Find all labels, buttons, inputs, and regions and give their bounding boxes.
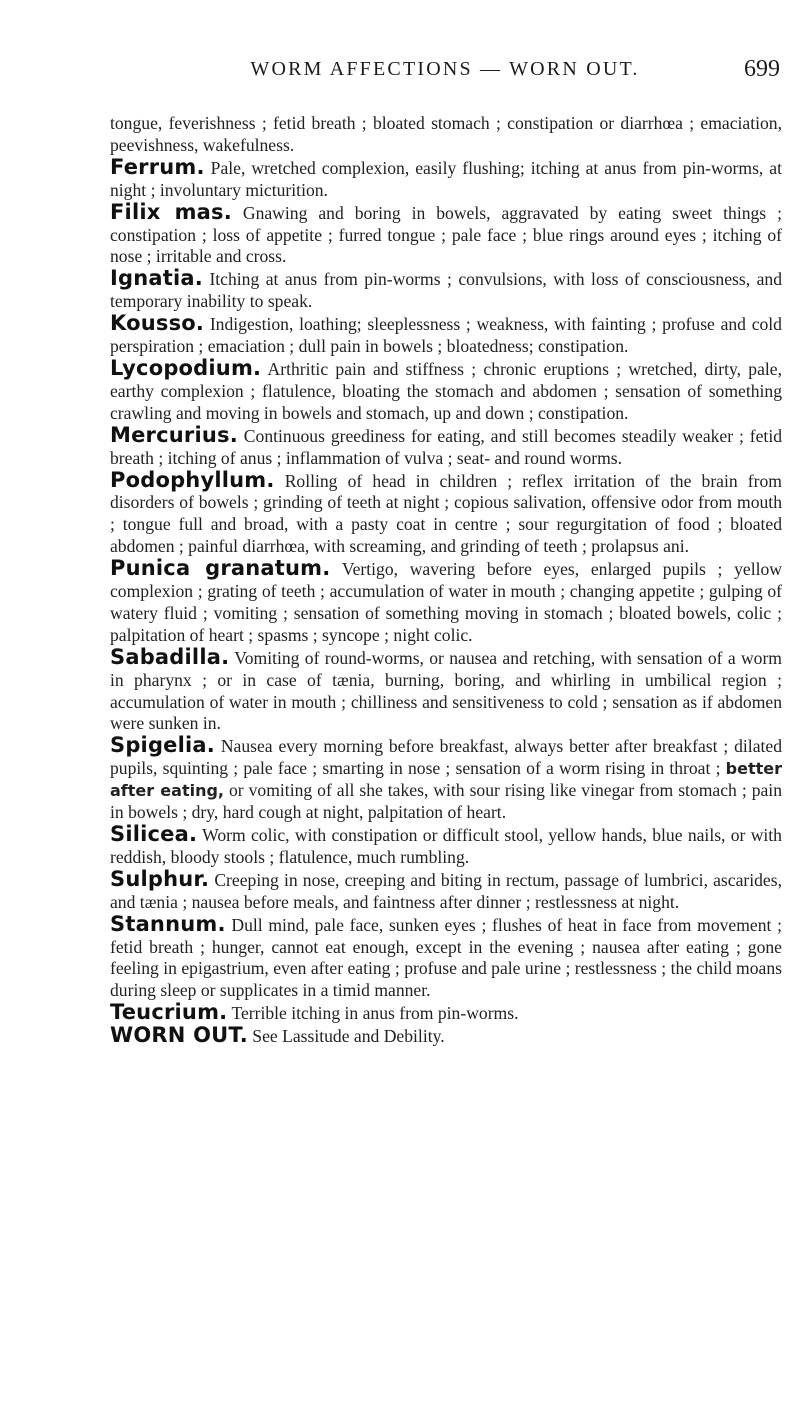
entry-text: Indigestion, loathing; sleeplessness ; weakness, with fainting ; profuse and cold perspiration ; emaciation ; dull pain in bowels ; bloatedness; constipation. <box>110 314 782 357</box>
entry-text: Rolling of head in children ; reflex irritation of the brain from disorders of bowels ; grinding of teeth at night ; copious salivation, offensive odor from mouth ; tongue full and broad, with a pasty coat in centre ; sour regurgitation of food ; bloated abdomen ; painful diarrhœa, with screaming, and grinding of teeth ; prolapsus ani. <box>110 470 782 557</box>
entry-podophyllum <box>110 467 782 559</box>
entry-heading: Spigelia. <box>110 733 215 758</box>
entry-stannum <box>110 911 783 1003</box>
entry-text: Pale, wretched complexion, easily flushing; itching at anus from pin-worms, at night ; involuntary micturition. <box>110 157 782 200</box>
entry-heading: Podophyllum. <box>110 467 275 492</box>
entry-text: Arthritic pain and stiffness ; chronic eruptions ; wretched, dirty, pale, earthy complexion ; flatulence, bloating the stomach and abdomen ; sensation of something crawling and moving in bowels and stomach, up and down ; constipation. <box>110 358 782 423</box>
entry-text: Creeping in nose, creeping and biting in rectum, passage of lumbrici, ascarides, and tænia ; nausea before meals, and faintness after dinner ; restlessness at night. <box>110 869 782 912</box>
body-text <box>110 113 782 1048</box>
entry-heading: WORN OUT. <box>110 1023 248 1048</box>
running-title: WORM AFFECTIONS — WORN OUT. <box>250 58 640 80</box>
entry-heading: Silicea. <box>110 822 198 846</box>
entry-sulphur <box>110 866 782 914</box>
entry-text: Continuous greediness for eating, and still becomes steadily weaker ; fetid breath ; itching of anus ; inflammation of vulva ; seat- and round worms. <box>110 425 783 468</box>
entry-text: Dull mind, pale face, sunken eyes ; flushes of heat in face from movement ; fetid breath ; hunger, cannot eat enough, except in the evening ; nausea after eating ; gone feeling in epigastrium, even after eating ; profuse and pale urine ; restlessness ; the child moans during sleep or supplicates in a timid manner. <box>110 914 783 1001</box>
entry-teucrium <box>110 1002 782 1025</box>
entry-text: Nausea every morning before breakfast, always better after breakfast ; dilated pupils, squinting ; pale face ; smarting in nose ; sensation of a worm rising in throat ; <box>110 736 782 779</box>
entry-heading: Ignatia. <box>110 266 203 291</box>
continuation-paragraph: tongue, feverishness ; fetid breath ; bloated stomach ; constipation or diarrhœa ; emaciation, peevishness, wakefulness. <box>110 113 782 155</box>
page-number: 699 <box>744 56 780 82</box>
entry-sabadilla <box>110 644 782 736</box>
entry-text: Terrible itching in anus from pin-worms. <box>231 1003 519 1024</box>
entry-heading: Ferrum. <box>110 154 205 179</box>
entry-heading: Lycopodium. <box>110 355 262 380</box>
emphasis-text: better after eating, <box>110 759 782 801</box>
entry-worn-out <box>110 1025 782 1048</box>
entry-ferrum <box>110 154 782 202</box>
entry-heading: Kousso. <box>110 311 205 336</box>
entry-spigelia <box>110 735 782 824</box>
running-head <box>110 58 780 88</box>
entry-lycopodium <box>110 355 782 425</box>
entry-text: See Lassitude and Debility. <box>252 1026 445 1047</box>
entry-heading: Teucrium. <box>110 1000 228 1025</box>
entry-text: or vomiting of all she takes, with sour rising like vinegar from stomach ; pain in bowels ; dry, hard cough at night, palpitation of heart. <box>110 780 782 823</box>
entry-heading: Stannum. <box>110 911 226 936</box>
entry-ignatia <box>110 268 782 313</box>
entry-mercurius <box>110 422 783 470</box>
entry-text: Vomiting of round-worms, or nausea and retching, with sensation of a worm in pharynx ; or in case of tænia, burning, boring, and whirling in umbilical region ; accumulation of water in mouth ; chilliness and sensitiveness to cold ; sensation as if abdomen were sunken in. <box>110 647 782 734</box>
entry-text: Gnawing and boring in bowels, aggravated by eating sweet things ; constipation ; loss of appetite ; furred tongue ; pale face ; blue rings around eyes ; itching of nose ; irritable and cross. <box>110 202 782 267</box>
entry-heading: Sulphur. <box>110 866 210 891</box>
entry-text: Worm colic, with constipation or difficult stool, yellow hands, blue nails, or with reddish, bloody stools ; flatulence, much rumbling. <box>110 825 782 867</box>
entry-heading: Sabadilla. <box>110 644 230 669</box>
entry-punica-granatum <box>110 558 782 647</box>
entry-text: Itching at anus from pin-worms ; convulsions, with loss of consciousness, and temporary inability to speak. <box>110 269 782 312</box>
entry-heading: Punica granatum. <box>110 556 331 581</box>
entry-filix-mas <box>110 199 782 269</box>
entry-text: Vertigo, wavering before eyes, enlarged pupils ; yellow complexion ; grating of teeth ; accumulation of water in mouth ; changing appetite ; gulping of watery fluid ; vomiting ; sensation of something moving in stomach ; bloated bowels, colic ; palpitation of heart ; spasms ; syncope ; night colic. <box>110 559 782 645</box>
entry-heading: Mercurius. <box>110 422 238 447</box>
entry-silicea <box>110 824 782 869</box>
entry-heading: Filix mas. <box>110 199 232 224</box>
entry-kousso <box>110 313 782 358</box>
